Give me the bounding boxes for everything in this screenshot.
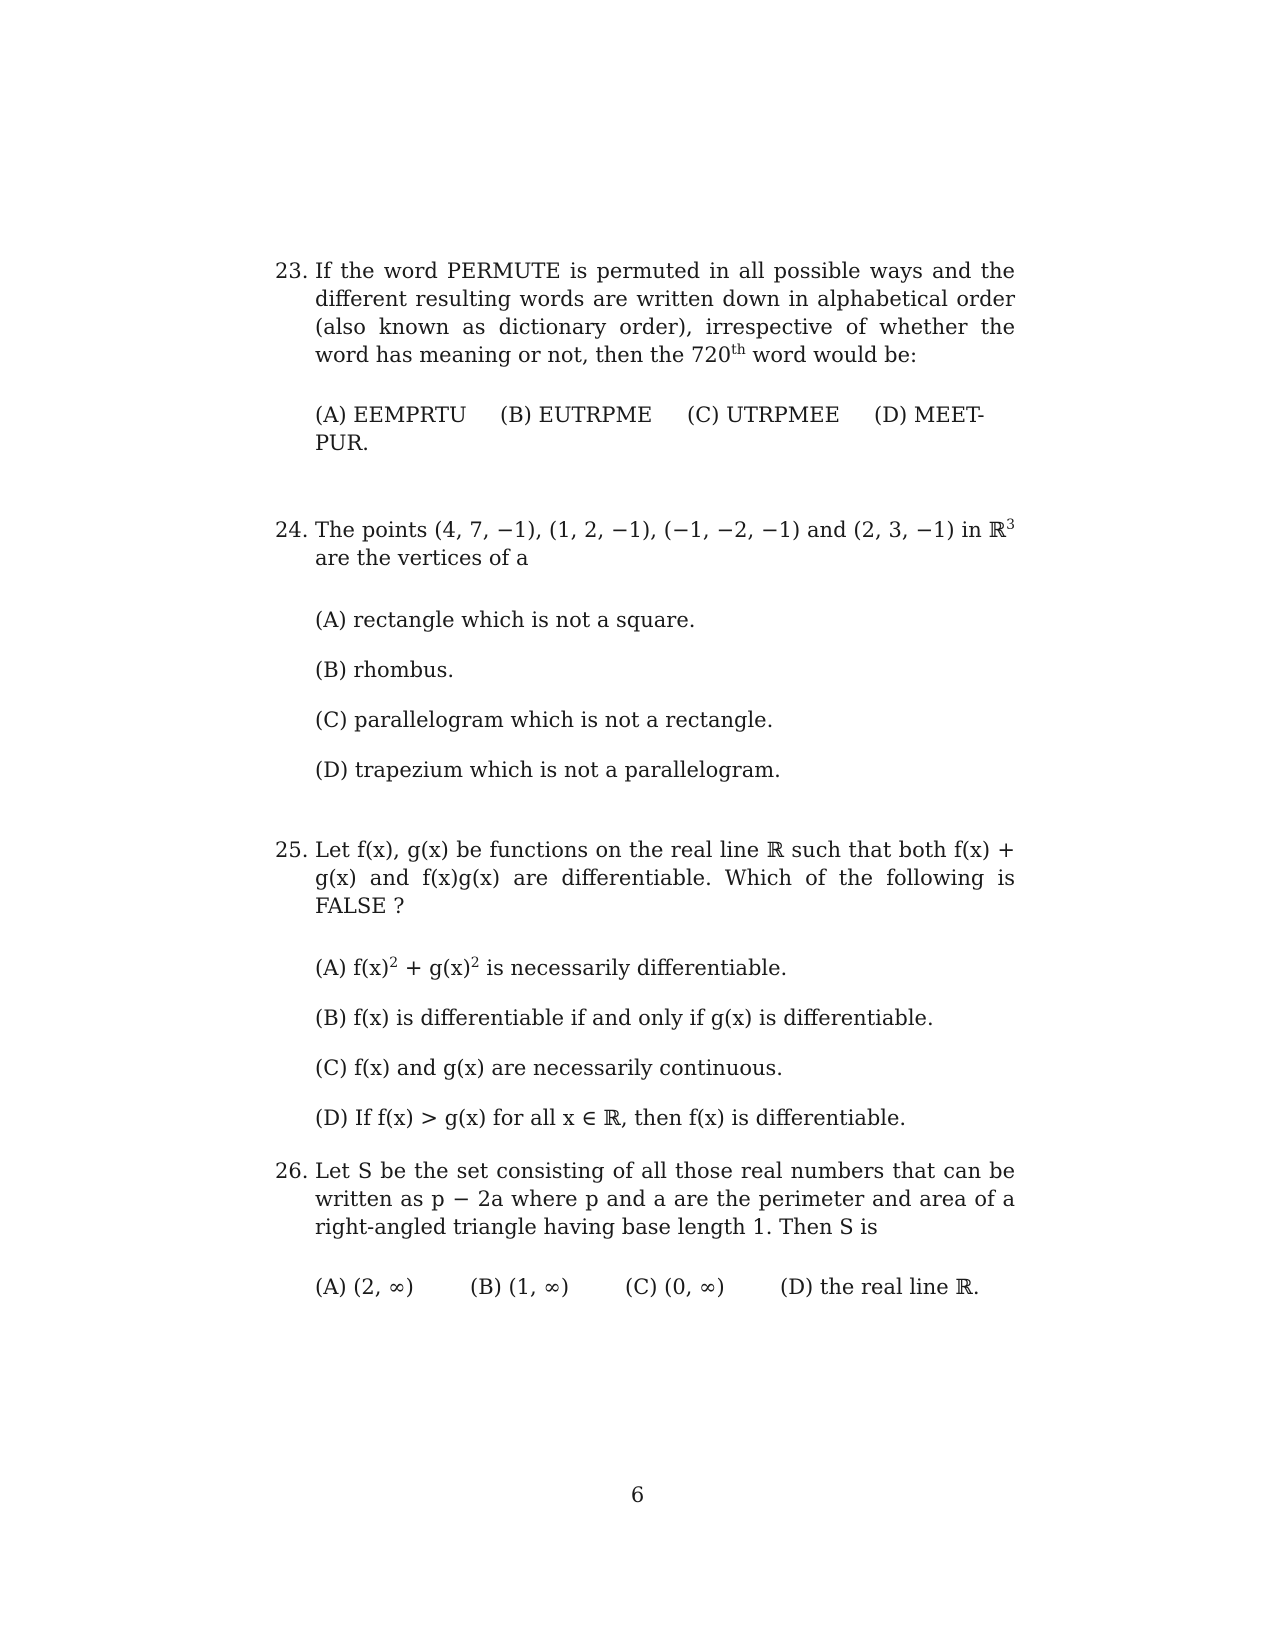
option-d: (D) the real line ℝ. — [780, 1275, 980, 1299]
question-text: If the word PERMUTE is permuted in all possible ways and the different resulting words are written down in alphabetical order (also known as dictionary order), irrespective of whether the word has meaning or not, then the 720th word would be: — [315, 259, 1015, 367]
option-b: (B) EUTRPME — [500, 403, 653, 427]
option-a: (A) (2, ∞) — [315, 1275, 414, 1299]
option-c: (C) (0, ∞) — [625, 1275, 725, 1299]
options-row — [315, 401, 1015, 429]
option-a: (A) $f(x)^2 + g(x)^2$ is necessarily differentiable. — [315, 955, 788, 980]
option-d-continued: PUR. — [315, 431, 369, 455]
question-text: Let f(x), g(x) be functions on the real line ℝ such that both f(x) + g(x) and f(x)g(x) are differentiable. Which of the following is FALSE ? — [315, 838, 1015, 918]
option-a: (A) rectangle which is not a square. — [315, 608, 696, 632]
question-25 — [275, 836, 1015, 1154]
question-number: 26. — [275, 1159, 309, 1183]
question-number: 25. — [275, 838, 309, 862]
page-number: 6 — [630, 1483, 645, 1507]
option-c: (C) UTRPMEE — [687, 403, 840, 427]
question-text: Let S be the set consisting of all those real numbers that can be written as p − 2a where p and a are the perimeter and area of a right-angled triangle having base length 1. Then S is — [315, 1159, 1015, 1239]
options-list — [315, 606, 1015, 806]
question-number: 23. — [275, 259, 309, 283]
option-d: (D) trapezium which is not a parallelogram. — [315, 758, 781, 782]
option-b: (B) (1, ∞) — [470, 1275, 570, 1299]
question-26 — [275, 1157, 1015, 1301]
question-number: 24. — [275, 518, 309, 542]
options-row — [315, 1273, 1015, 1301]
question-text: The points (4, 7, −1), (1, 2, −1), (−1, −2, −1) and (2, 3, −1) in ℝ$^3$ are the vertices of a — [315, 517, 1015, 570]
question-23 — [275, 257, 1015, 457]
options-list — [315, 954, 1015, 1154]
option-b: (B) rhombus. — [315, 658, 455, 682]
option-c: (C) f(x) and g(x) are necessarily continuous. — [315, 1056, 783, 1080]
option-a: (A) EEMPRTU — [315, 403, 467, 427]
option-c: (C) parallelogram which is not a rectangle. — [315, 708, 774, 732]
option-d: (D) If f(x) > g(x) for all x ∈ ℝ, then f(x) is differentiable. — [315, 1106, 907, 1130]
option-b: (B) f(x) is differentiable if and only if g(x) is differentiable. — [315, 1006, 934, 1030]
question-24 — [275, 516, 1015, 806]
option-d: (D) MEET- — [874, 403, 985, 427]
